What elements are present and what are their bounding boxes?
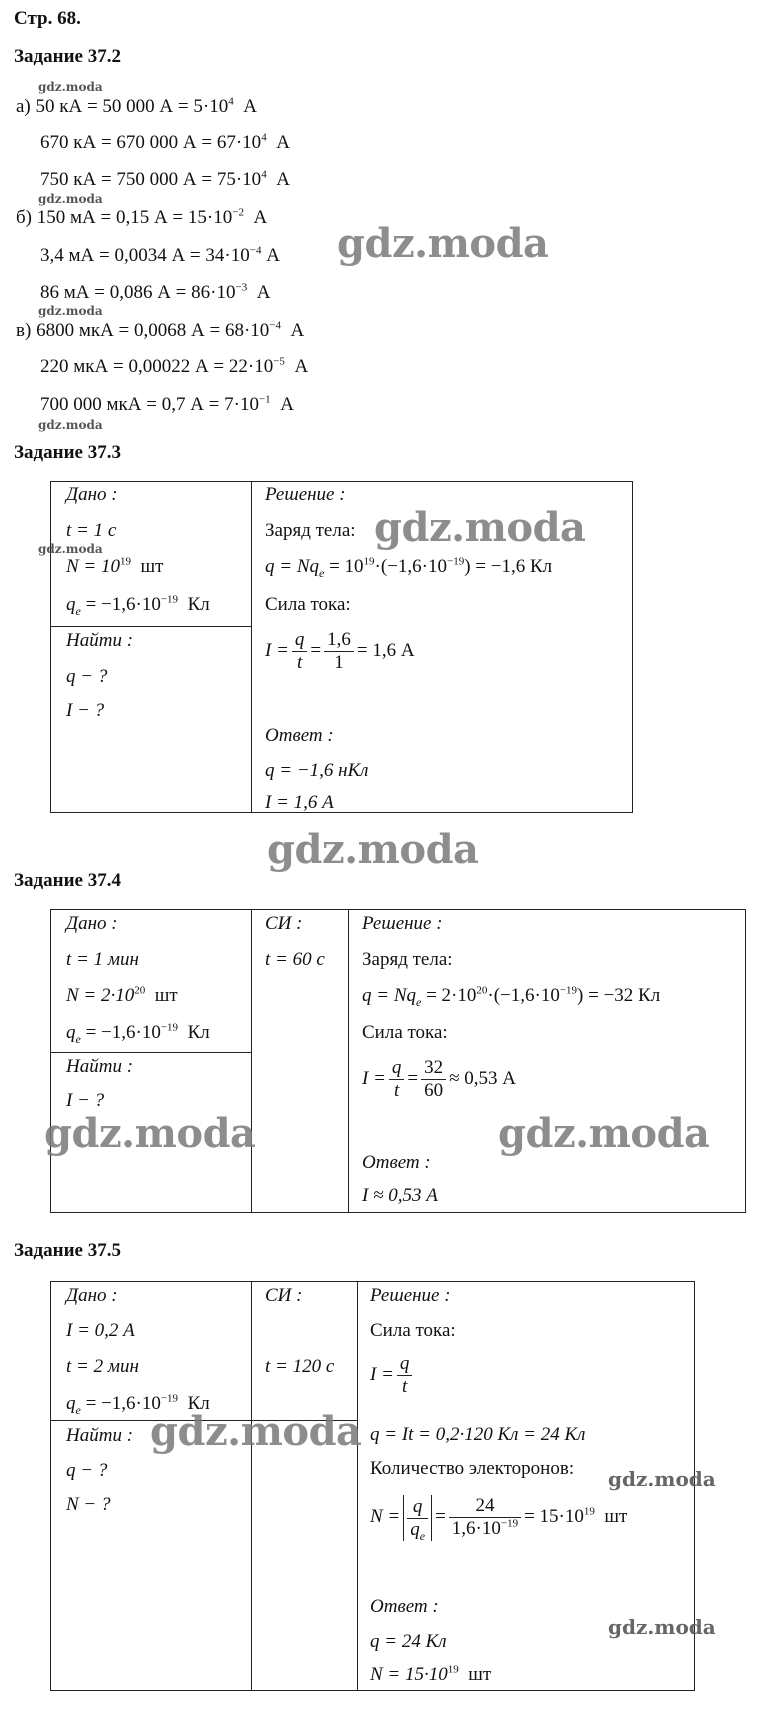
task-37-2-heading: Задание 37.2	[14, 46, 121, 67]
label-a: а)	[16, 96, 31, 117]
watermark-big: gdz.moda	[337, 220, 549, 267]
sol-current-eq: I = $\frac{q}{t}$ = $\frac{1,6}{1}$ = 1,6 А	[265, 629, 415, 674]
task-37-2-line-v3: 700 000 мкА = 0,7 $А = 7\cdot 10^{-1}$ А	[40, 393, 294, 415]
task-37-5-table	[50, 1281, 695, 1691]
find-N: N − ?	[66, 1494, 111, 1515]
solution-label: Решение :	[265, 484, 346, 505]
ans-I: I = 1,6 А	[265, 792, 334, 813]
solution-label: Решение :	[370, 1285, 451, 1306]
task-37-2-line-b3: 86 мА = 0,086 $А = 86\cdot 10^{-3}$ А	[40, 281, 271, 303]
watermark-medium: gdz.moda	[608, 1467, 716, 1491]
sol-current-label: Сила тока:	[370, 1320, 456, 1341]
watermark-big: gdz.moda	[498, 1110, 710, 1157]
solution-label: Решение :	[362, 913, 443, 934]
watermark-big: gdz.moda	[150, 1408, 362, 1455]
ans-I: I ≈ 0,53 А	[362, 1185, 438, 1206]
si-label: СИ :	[265, 913, 303, 934]
absolute-value	[403, 1495, 432, 1541]
sol-charge-label: Заряд тела:	[265, 520, 356, 541]
given-t: t = 1 с	[66, 520, 117, 541]
given-qe: $q_e = -1,6\cdot 10^{-19}$ Кл	[66, 593, 210, 618]
given-label: Дано :	[66, 484, 118, 505]
fraction: $\frac{q}{q_e}$	[407, 1496, 428, 1541]
task-37-2-line-a1: а) 50 кА = 50 000 $А = 5\cdot 10^4$ А	[16, 95, 257, 117]
label-b: б)	[16, 207, 32, 228]
fraction: $\frac{24}{1,6\cdot 10^{-19}}$	[449, 1495, 521, 1540]
sol-current-label: Сила тока:	[362, 1022, 448, 1043]
fraction: $\frac{q}{t}$	[397, 1353, 413, 1398]
find-label: Найти :	[66, 630, 134, 651]
task-37-2-line-a2: 670 кА = 670 000 $А = 67\cdot 10^4$ А	[40, 131, 290, 153]
given-qe: $q_e = -1,6\cdot 10^{-19}$ Кл	[66, 1021, 210, 1046]
fraction: $\frac{q}{t}$	[389, 1057, 405, 1102]
fraction: $\frac{1,6}{1}$	[324, 629, 354, 674]
ans-q: q = −1,6 нКл	[265, 760, 369, 781]
find-I: I − ?	[66, 1090, 105, 1111]
watermark-small: gdz.moda	[38, 304, 103, 318]
task-37-4-heading: Задание 37.4	[14, 870, 121, 891]
task-37-3-heading: Задание 37.3	[14, 442, 121, 463]
task-37-5-heading: Задание 37.5	[14, 1240, 121, 1261]
label-v: в)	[16, 320, 32, 341]
ans-N: $N = 15\cdot 10^{19}$ шт	[370, 1663, 492, 1685]
task-37-2-line-b1: б) 150 мА = 0,15 $А = 15\cdot 10^{-2}$ А	[16, 206, 268, 228]
watermark-big: gdz.moda	[374, 504, 586, 551]
task-37-2-line-a3: 750 кА = 750 000 $А = 75\cdot 10^4$ А	[40, 168, 290, 190]
given-t: t = 1 мин	[66, 949, 139, 970]
sol-charge-label: Заряд тела:	[362, 949, 453, 970]
task-37-2-line-v2: 220 мкА = 0,00022 $А = 22\cdot 10^{-5}$ А	[40, 355, 309, 377]
sol-q-eq: q = It = 0,2·120 Кл = 24 Кл	[370, 1424, 586, 1445]
sol-current-eq: I = $\frac{q}{t}$	[370, 1352, 415, 1398]
sol-charge-eq: $q = Nq_e = 10^{19}\cdot(-1,6\cdot 10^{-19}) = -1,6$ Кл	[265, 555, 553, 580]
ans-q: q = 24 Кл	[370, 1631, 447, 1652]
page-title: Стр. 68.	[14, 8, 81, 29]
find-q: q − ?	[66, 1460, 108, 1481]
sol-current-label: Сила тока:	[265, 594, 351, 615]
find-label: Найти :	[66, 1425, 134, 1446]
watermark-small: gdz.moda	[38, 542, 103, 556]
answer-label: Ответ :	[265, 725, 334, 746]
given-label: Дано :	[66, 1285, 118, 1306]
given-I: I = 0,2 А	[66, 1320, 135, 1341]
given-label: Дано :	[66, 913, 118, 934]
find-q: q − ?	[66, 666, 108, 687]
sol-N-eq: N = $\frac{q}{q_e}$ = $\frac{24}{1,6\cdot 10^{-19}}$ = $15\cdot 10^{19}$ шт	[370, 1495, 628, 1543]
watermark-small: gdz.moda	[38, 80, 103, 94]
given-t: t = 2 мин	[66, 1356, 139, 1377]
fraction: $\frac{32}{60}$	[421, 1057, 446, 1102]
si-t: t = 120 с	[265, 1356, 335, 1377]
task-37-2-line-b2: 3,4 мА = 0,0034 $А = 34\cdot 10^{-4}$ А	[40, 244, 280, 266]
answer-label: Ответ :	[370, 1596, 439, 1617]
watermark-medium: gdz.moda	[608, 1615, 716, 1639]
given-N: $N = 2\cdot 10^{20}$ шт	[66, 984, 178, 1006]
find-I: I − ?	[66, 700, 105, 721]
given-qe: $q_e = -1,6\cdot 10^{-19}$ Кл	[66, 1392, 210, 1417]
sol-charge-eq: $q = Nq_e = 2\cdot 10^{20}\cdot(-1,6\cdot 10^{-19}) = -32$ Кл	[362, 984, 661, 1009]
watermark-big: gdz.moda	[44, 1110, 256, 1157]
si-label: СИ :	[265, 1285, 303, 1306]
sol-current-eq: I = $\frac{q}{t}$ = $\frac{32}{60}$ ≈ 0,53 А	[362, 1057, 517, 1102]
task-37-2-line-v1: в) 6800 мкА = 0,0068 $А = 68\cdot 10^{-4}$ А	[16, 319, 305, 341]
fraction: $\frac{q}{t}$	[292, 629, 308, 674]
watermark-small: gdz.moda	[38, 192, 103, 206]
watermark-big: gdz.moda	[267, 826, 479, 873]
find-label: Найти :	[66, 1056, 134, 1077]
si-t: t = 60 с	[265, 949, 325, 970]
answer-label: Ответ :	[362, 1152, 431, 1173]
sol-count-label: Количество электоронов:	[370, 1458, 575, 1479]
watermark-small: gdz.moda	[38, 418, 103, 432]
given-N: $N = 10^{19}$ шт	[66, 555, 164, 577]
